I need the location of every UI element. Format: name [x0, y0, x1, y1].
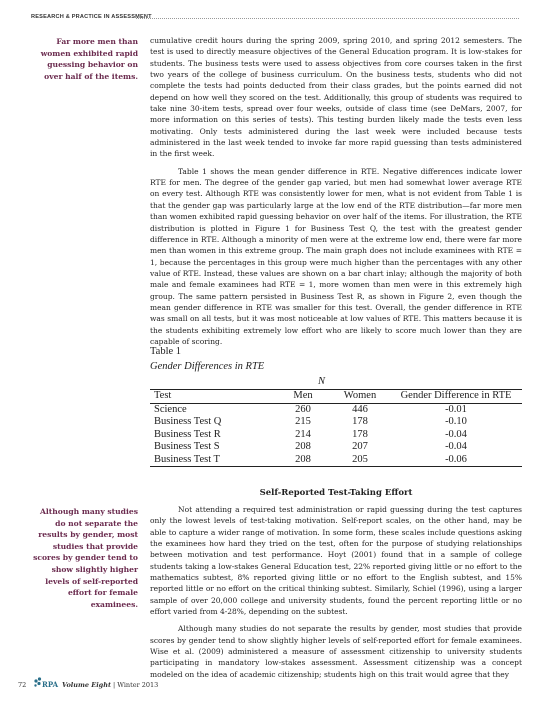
table-cell: -0.06: [445, 453, 467, 465]
table-cell: Business Test T: [154, 453, 220, 465]
logo-text: RPA: [42, 680, 59, 689]
table-cell: 260: [295, 403, 311, 415]
table-cell: Business Test Q: [154, 416, 222, 427]
table-cell: 207: [352, 441, 368, 452]
table-label: Table 1: [150, 346, 182, 357]
table-cell: 178: [352, 416, 368, 427]
table-cell: 205: [352, 453, 368, 465]
volume-info: [62, 681, 158, 689]
rpa-logo-icon: [33, 676, 59, 692]
section-heading: Self-Reported Test-Taking Effort: [259, 488, 413, 498]
table-cell: 178: [352, 428, 368, 440]
body-text-top: [150, 35, 522, 347]
volume-label: Volume Eight: [62, 681, 111, 689]
table-cell: -0.04: [445, 441, 467, 452]
running-header: [31, 14, 531, 22]
table-row: [150, 441, 522, 454]
column-header: Gender Difference in RTE: [400, 390, 512, 401]
paragraph: cumulative credit hours during the spring 2009, spring 2010, and spring 2012 semesters. The test is used to directly measure objectives of the General Education program. It is low-stakes for students. The business tests were used to assess objectives from core courses taken in the first two years of the college of business curriculum. On the business tests, students who did not complete the tests had points deducted from their class grades, but the points earned did not depend on how well they scored on the test. Additionally, this group of students was required to take nine 30-item tests, spread over four weeks, outside of class time (see DeMars, 2007, for more information on this series of tests). This testing burden likely made the tests even less motivating. Only tests administered during the last week were included because tests administered in the last week tended to invoke far more rapid guessing than tests administered in the first week.: [150, 36, 522, 159]
table-cell: 214: [295, 428, 311, 440]
table-cell: 446: [352, 403, 368, 415]
page-number: 72: [18, 681, 27, 689]
pull-quote-1: Far more men than women exhibited rapid guessing behavior on over half of the items.: [40, 37, 138, 81]
table-cell: -0.04: [445, 428, 467, 440]
table-cell: 208: [295, 441, 311, 452]
table-title: Gender Differences in RTE: [150, 361, 265, 372]
table-cell: 208: [295, 453, 311, 465]
paragraph: Table 1 shows the mean gender difference in RTE. Negative differences indicate lower RTE for men. The degree of the gender gap varied, but men had somewhat lower average RTE on every test. Although RTE was consistently lower for men, what is not evident from Table 1 is that the gender gap was particularly large at the low end of the RTE distribution—far more men than women exhibited rapid guessing behavior on over half of the items. For illustration, the RTE distribution is plotted in Figure 1 for Business Test Q, the test with the greatest gender difference in RTE. Although a minority of men were at the extreme low end, there were far more men than women in this extreme group. The main graph does not include examinees with RTE = 1, because the percentages in this group were much higher than the percentages with any other value of RTE. Instead, these values are shown on a bar chart inlay; although the majority of both male and female examinees had RTE = 1, more women than men were in this extremely high group. The same pattern persisted in Business Test R, as shown in Figure 2, even though the mean gender difference in RTE was smaller for this test. Overall, the gender difference in RTE was small on all tests, but it was most noticeable at low values of RTE. This matters because it is the students exhibiting extremely low effort who are likely to score much lower than they are capable of scoring.: [150, 166, 522, 346]
running-title: RESEARCH & PRACTICE IN ASSESSMENT: [31, 14, 152, 20]
column-header: Women: [343, 390, 377, 401]
table-cell: Science: [154, 403, 187, 415]
table-cell: 215: [295, 416, 311, 427]
table-spanner-row: [150, 376, 522, 389]
table-cell: -0.10: [445, 416, 467, 427]
column-header: Men: [293, 390, 313, 401]
table-cell: Business Test S: [154, 441, 220, 452]
table-row: [150, 416, 522, 429]
table-spanner-n: N: [318, 376, 326, 387]
table-row: [150, 429, 522, 442]
pull-quote-2: Although many studies do not separate the results by gender, most studies that provide scores by gender tend to show slightly higher levels of self-reported effort for female examinees.: [33, 507, 138, 609]
table-row: [150, 454, 522, 467]
table-cell: Business Test R: [154, 428, 221, 440]
table-cell: -0.01: [445, 403, 467, 415]
page-footer: [18, 676, 218, 692]
header-rule: [136, 18, 519, 19]
table-row: [150, 403, 522, 416]
table-header-row: [150, 390, 522, 404]
gender-differences-table: [150, 376, 522, 467]
column-header: Test: [154, 390, 172, 401]
paragraph: Although many studies do not separate the results by gender, most studies that provide scores by gender tend to show slightly higher levels of self-reported effort for female examinees. Wise et al. (2009) administered a measure of assessment citizenship to university students participating in mandatory low-stakes assessment. Assessment citizenship was a concept modeled on the idea of academic citizenship; students high on this trait would agree that they: [150, 624, 522, 679]
issue-label: | Winter 2013: [113, 681, 159, 689]
paragraph: Not attending a required test administration or rapid guessing during the test captures only the lowest levels of test-taking motivation. Self-report scales, on the other hand, may be able to capture a wider range of motivation. In some form, these scales include questions asking the examinees how hard they tried on the test, often for the purpose of studying relationships between motivation and test performance. Hoyt (2001) found that in a sample of college students taking a low-stakes General Education test, 22% reported giving little or no effort to the mathematics subtest, 8% reported giving little or no effort to the English subtest, and 15% reported little or no effort on the critical thinking subtest. Similarly, Schiel (1996), using a larger sample of over 20,000 college and university students, found the percent reporting little or no effort varied from 4-28%, depending on the subtest.: [150, 505, 522, 617]
body-text-bottom: [150, 504, 522, 680]
